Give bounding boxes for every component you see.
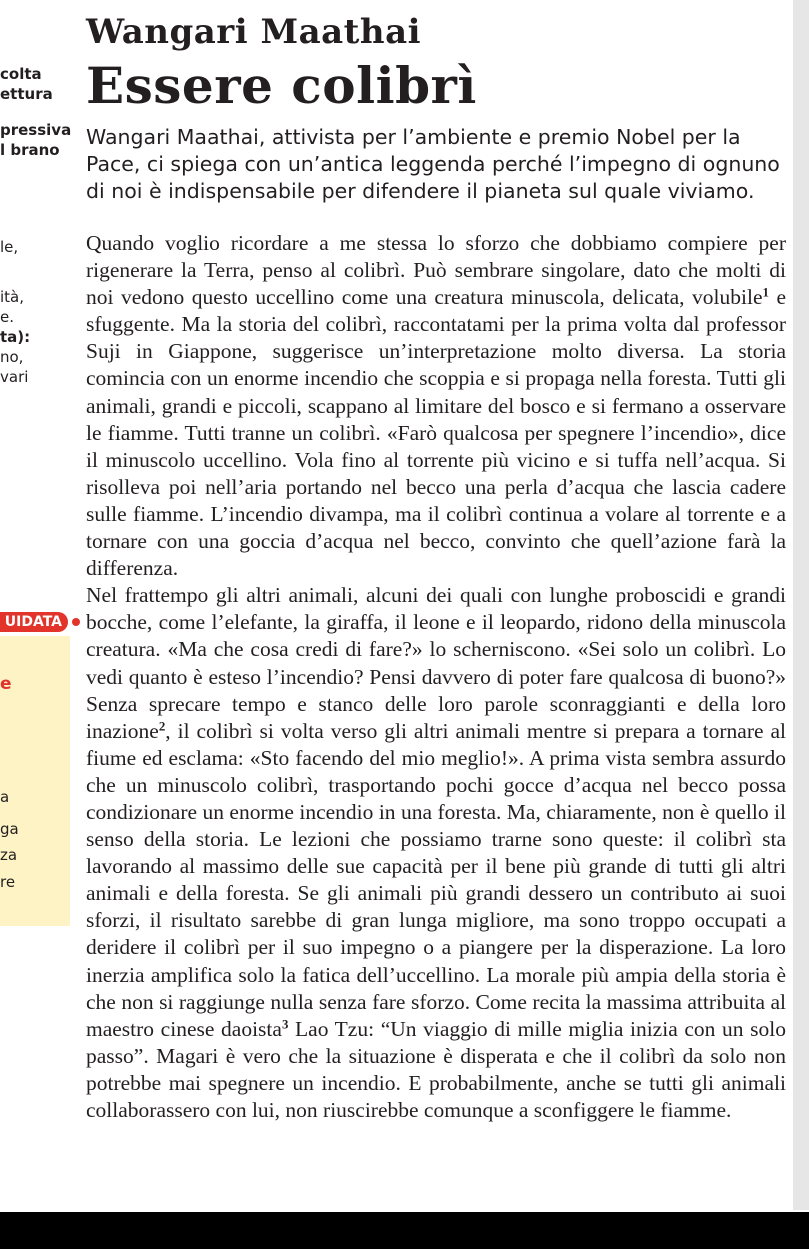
margin-fragment: za: [0, 846, 18, 864]
left-margin: [0, 0, 76, 1249]
margin-label: colta: [0, 65, 42, 83]
paragraph-1: Quando voglio ricordare a me stessa lo sforzo che dobbiamo compiere per rigenerare la Terra, penso al colibrì. Può sembrare singolare, dato che molti di noi vedono questo uccellino come una creatura minuscola, delicata, volubile$^1$ e sfuggente. Ma la storia del colibrì, raccontatami per la prima volta dal professor Suji in Giappone, suggerisce un’interpretazione molto diversa. La storia comincia con un enorme incendio che scoppia e si propaga nella foresta. Tutti gli animali, grandi e piccoli, scappano al limitare del bosco e si fermano a osservare le fiamme. Tutti tranne un colibrì. «Farò qualcosa per spegnere l’incendio», dice il minuscolo uccellino. Vola fino al torrente più vicino e si tuffa nell’acqua. Si risolleva poi nell’aria portando nel becco una perla d’acqua che lascia cadere sulle fiamme. L’incendio divampa, ma il colibrì continua a volare al torrente e a tornare con una goccia d’acqua nel becco, convinto che quell’azione farà la differenza.: [86, 231, 786, 581]
margin-fragment: ga: [0, 820, 19, 838]
margin-label: ettura: [0, 85, 53, 103]
footnote-ref: 1: [762, 285, 769, 300]
page-edge-strip: [793, 0, 809, 1210]
intro-text: Wangari Maathai, attivista per l’ambiente e premio Nobel per la Pace, ci spiega con un’antica leggenda perché l’impegno di ognuno di noi è indispensabile per difendere il pianeta sul quale viviamo.: [86, 125, 780, 203]
margin-fragment: re: [0, 873, 16, 891]
margin-gloss: ità,: [0, 288, 25, 306]
footnote-ref: 2: [158, 718, 166, 733]
guided-reading-badge: UIDATA: [0, 612, 68, 632]
page-title: Essere colibrì: [86, 56, 477, 115]
margin-gloss: vari: [0, 368, 29, 386]
author-name: Wangari Maathai: [86, 12, 422, 52]
margin-gloss: no,: [0, 348, 24, 366]
margin-gloss: ta):: [0, 328, 31, 346]
margin-label: l brano: [0, 141, 60, 159]
paragraph-2: Nel frattempo gli altri animali, alcuni dei quali con lunghe proboscidi e grandi bocche, come l’elefante, la giraffa, il leone e il leopardo, ridono della minuscola creatura. «Ma che cosa credi di fare?» lo scherniscono. «Sei solo un colibrì. Lo vedi quanto è esteso l’incendio? Pensi davvero di poter fare qualcosa di buono?» Senza sprecare tempo e stanco delle loro parole sconraggianti e della loro inazione$^2$, il colibrì si volta verso gli altri animali mentre si prepara a tornare al fiume ed esclama: «Sto facendo del mio meglio!». A prima vista sembra assurdo che un minuscolo colibrì, trasportando pochi gocce d’acqua nel becco possa condizionare un enorme incendio in una foresta. Ma, chiaramente, non è quello il senso della storia. Le lezioni che possiamo trarne sono queste: il colibrì sta lavorando al massimo delle sue capacità per il bene più grande di tutti gli altri animali e della foresta. Se gli animali più grandi dessero un contributo ai suoi sforzi, il risultato sarebbe di gran lunga migliore, ma sono troppo occupati a deridere il colibrì per il suo impegno o a piangere per la disperazione. La loro inerzia amplifica solo la fatica dell’uccellino. La morale più ampia della storia è che non si raggiunge nulla senza fare sforzo. Come recita la massima attribuita al maestro cinese daoista$^3$ Lao Tzu: “Un viaggio di mille miglia inizia con un solo passo”. Magari è vero che la situazione è disperata e che il colibrì da solo non potrebbe mai spegnere un incendio. E probabilmente, anche se tutti gli animali collaborassero con lui, non riuscirebbe comunque a sconfiggere le fiamme.: [86, 583, 786, 1122]
margin-fragment: a: [0, 788, 10, 806]
margin-red-letter: e: [0, 674, 12, 694]
margin-label: pressiva: [0, 121, 72, 139]
story-body: [86, 230, 786, 1124]
margin-gloss: e.: [0, 308, 14, 326]
bottom-black-bar: [0, 1212, 809, 1249]
bullet-dot-icon: [72, 618, 80, 626]
margin-gloss: le,: [0, 238, 19, 256]
footnote-ref: 3: [281, 1016, 289, 1031]
